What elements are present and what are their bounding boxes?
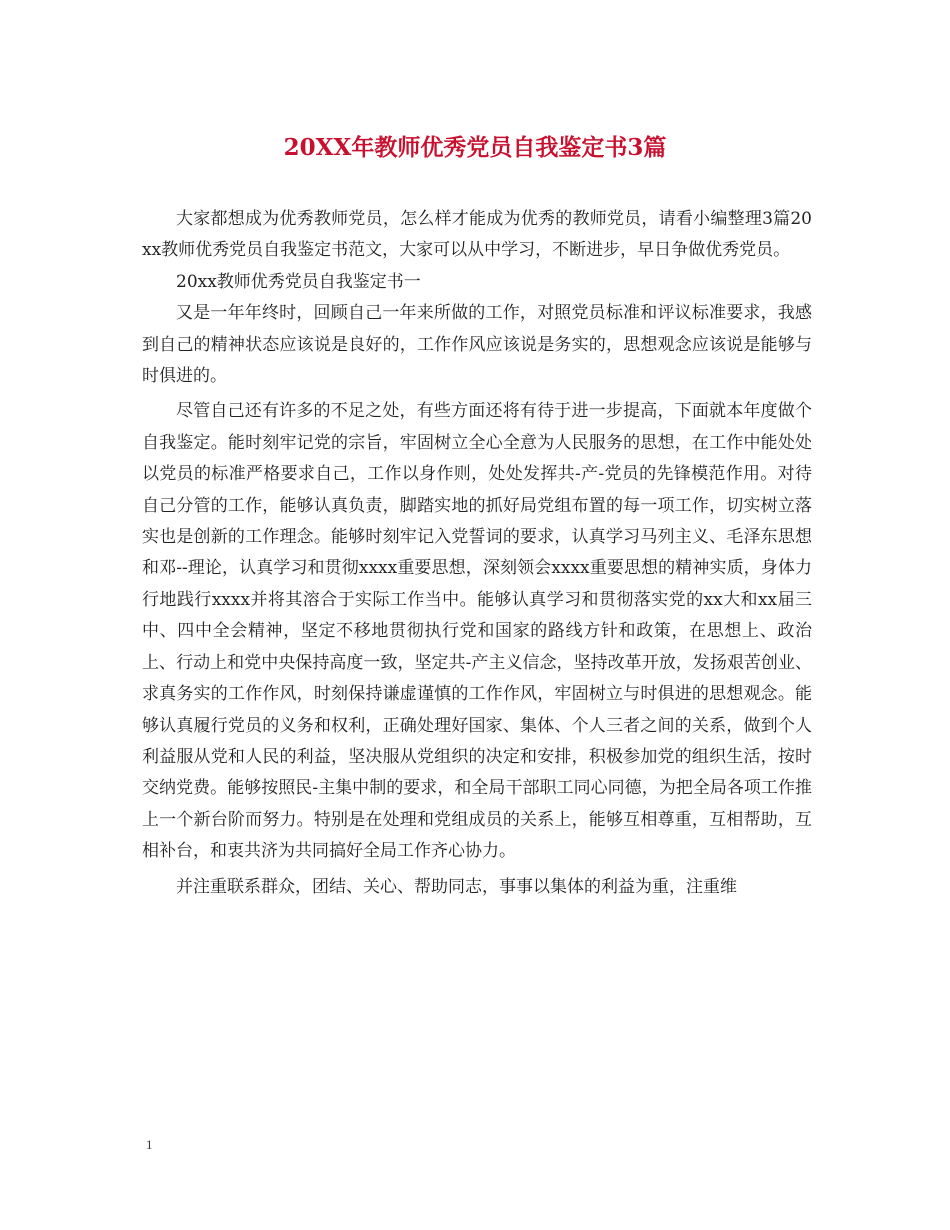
intro-paragraph: 大家都想成为优秀教师党员，怎么样才能成为优秀的教师党员，请看小编整理3篇20xx教师优秀党员自我鉴定书范文，大家可以从中学习，不断进步，早日争做优秀党员。 [142, 209, 812, 261]
section-heading: 20xx教师优秀党员自我鉴定书一 [176, 271, 421, 292]
body-paragraph: 又是一年年终时，回顾自己一年来所做的工作，对照党员标准和评议标准要求，我感到自己的精神状态应该说是良好的，工作作风应该说是务实的，思想观念应该说是能够与时俱进的。 [142, 303, 812, 387]
page-number: 1 [146, 1137, 153, 1152]
body-paragraph: 并注重联系群众，团结、关心、帮助同志，事事以集体的利益为重，注重维 [176, 876, 737, 897]
body-paragraph: 尽管自己还有许多的不足之处，有些方面还将有待于进一步提高，下面就本年度做个自我鉴定。能时刻牢记党的宗旨，牢固树立全心全意为人民服务的思想，在工作中能处处以党员的标准严格要求自己，工作以身作则，处处发挥共-产-党员的先锋模范作用。对待自己分管的工作，能够认真负责，脚踏实地的抓好局党组布置的每一项工作，切实树立落实也是创新的工作理念。能够时刻牢记入党誓词的要求，认真学习马列主义、毛泽东思想和邓--理论，认真学习和贯彻xxxx重要思想，深刻领会xxxx重要思想的精神实质，身体力行地践行xxxx并将其溶合于实际工作当中。能够认真学习和贯彻落实党的xx大和xx届三中、四中全会精神，坚定不移地贯彻执行党和国家的路线方针和政策，在思想上、政治上、行动上和党中央保持高度一致，坚定共-产主义信念，坚持改革开放，发扬艰苦创业、求真务实的工作作风，时刻保持谦虚谨慎的工作作风，牢固树立与时俱进的思想观念。能够认真履行党员的义务和权利，正确处理好国家、集体、个人三者之间的关系，做到个人利益服从党和人民的利益，坚决服从党组织的决定和安排，积极参加党的组织生活，按时交纳党费。能够按照民-主集中制的要求，和全局干部职工同心同德，为把全局各项工作推上一个新台阶而努力。特别是在处理和党组成员的关系上，能够互相尊重，互相帮助，互相补台，和衷共济为共同搞好全局工作齐心协力。 [142, 401, 812, 862]
document-body [142, 204, 812, 903]
document-title: 20XX年教师优秀党员自我鉴定书3篇 [283, 134, 667, 161]
